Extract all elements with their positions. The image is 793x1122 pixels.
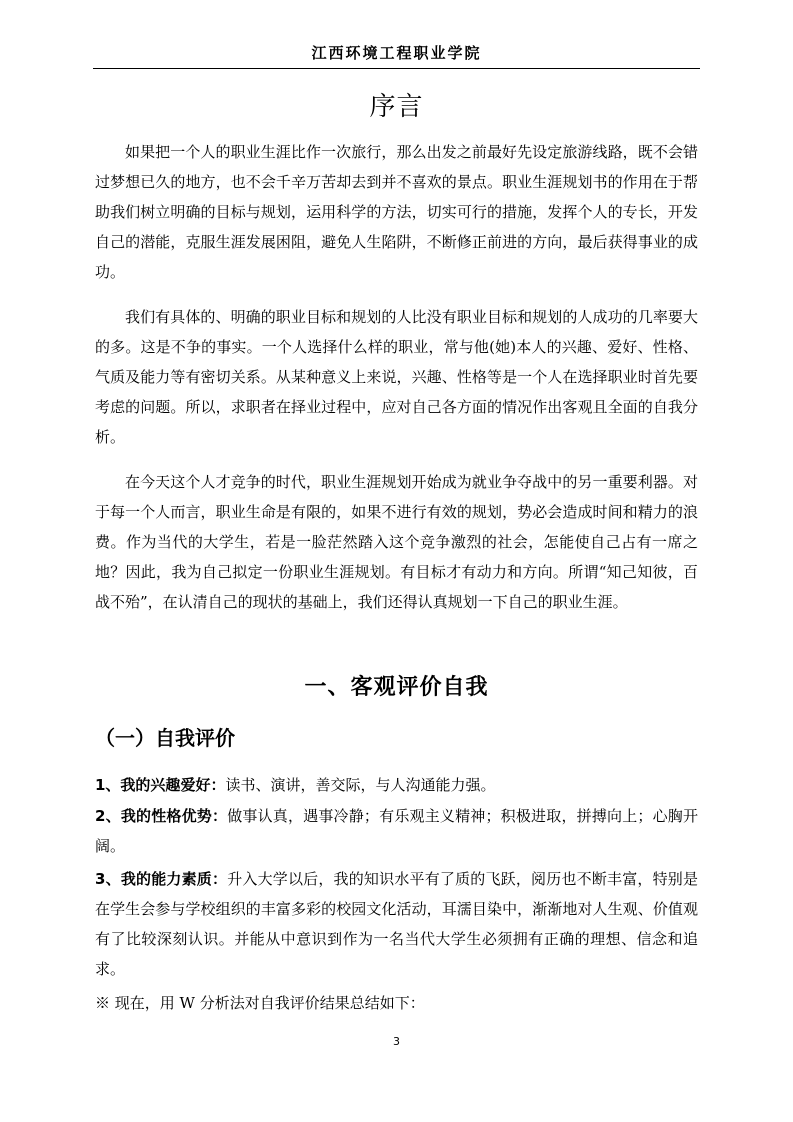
item-text: 读书、演讲，善交际，与人沟通能力强。 xyxy=(225,776,496,794)
page-title: 序言 xyxy=(369,92,424,122)
preface-paragraph-3 xyxy=(95,467,698,617)
paragraph-text: 如果把一个人的职业生涯比作一次旅行，那么出发之前最好先设定旅游线路，既不会错过梦想已久的地方，也不会千辛万苦却去到并不喜欢的景点。职业生涯规划书的作用在于帮助我们树立明确的目标与规划，运用科学的方法，切实可行的措施，发挥个人的专长，开发自己的潜能，克服生涯发展困阻，避免人生陷阱，不断修正前进的方向，最后获得事业的成功。 xyxy=(95,143,698,281)
item-text: 升入大学以后，我的知识水平有了质的飞跃，阅历也不断丰富，特别是在学生会参与学校组织的丰富多彩的校园文化活动，耳濡目染中，渐渐地对人生观、价值观有了比较深刻认识。并能从中意识到作为一名当代大学生必须拥有正确的理想、信念和追求。 xyxy=(95,870,698,978)
self-evaluation-item-interests xyxy=(95,770,698,800)
page-number: 3 xyxy=(393,1035,400,1048)
paragraph-text: 我们有具体的、明确的职业目标和规划的人比没有职业目标和规划的人成功的几率要大的多。这是不争的事实。一个人选择什么样的职业，常与他(她)本人的兴趣、爱好、性格、气质及能力等有密切关系。从某种意义上来说，兴趣、性格等是一个人在选择职业时首先要考虑的问题。所以，求职者在择业过程中，应对自己各方面的情况作出客观且全面的自我分析。 xyxy=(95,308,698,446)
preface-paragraph-1 xyxy=(95,137,698,287)
paragraph-text: 在今天这个人才竞争的时代，职业生涯规划开始成为就业争夺战中的另一重要利器。对于每一个人而言，职业生命是有限的，如果不进行有效的规划，势必会造成时间和精力的浪费。作为当代的大学生，若是一脸茫然踏入这个竞争激烈的社会，怎能使自己占有一席之地？因此，我为自己拟定一份职业生涯规划。有目标才有动力和方向。所谓“知己知彼，百战不殆”，在认清自己的现状的基础上，我们还得认真规划一下自己的职业生涯。 xyxy=(95,473,698,611)
subsection-heading: （一）自我评价 xyxy=(95,726,235,750)
section-heading: 一、客观评价自我 xyxy=(304,675,489,700)
header-divider xyxy=(93,68,700,69)
item-text: 做事认真，遇事冷静；有乐观主义精神；积极进取，拼搏向上；心胸开阔。 xyxy=(95,807,698,855)
summary-note: ※ 现在，用 W 分析法对自我评价结果总结如下： xyxy=(95,994,425,1012)
preface-paragraph-2 xyxy=(95,302,698,452)
running-header: 江西环境工程职业学院 xyxy=(311,44,482,62)
self-evaluation-item-personality xyxy=(95,801,698,861)
item-label: 3、我的能力素质： xyxy=(95,870,228,888)
self-evaluation-item-abilities xyxy=(95,864,698,984)
item-label: 2、我的性格优势： xyxy=(95,807,228,825)
item-label: 1、我的兴趣爱好： xyxy=(95,776,226,794)
